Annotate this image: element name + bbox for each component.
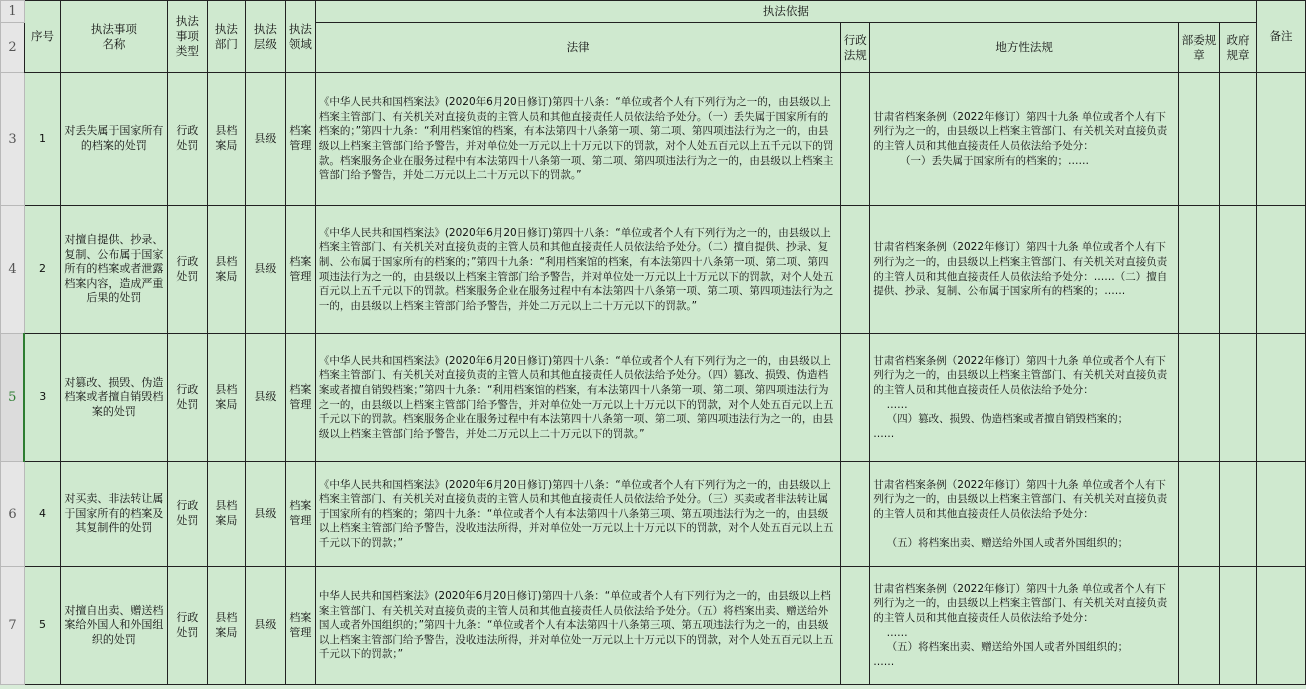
header-remark[interactable]: 备注	[1256, 1, 1305, 73]
cell-dept-text: 县档案局	[215, 382, 238, 411]
cell-seq[interactable]: 4	[24, 462, 60, 567]
header-law[interactable]: 法律	[315, 23, 840, 73]
cell-remark[interactable]	[1256, 462, 1305, 567]
cell-type[interactable]	[167, 567, 207, 685]
header-local-reg[interactable]: 地方性法规	[870, 23, 1179, 73]
row-header-2[interactable]: 2	[1, 23, 25, 73]
header-type-text: 执法事项类型	[175, 14, 199, 58]
cell-law[interactable]: 中华人民共和国档案法》(2020年6月20日修订)第四十八条：“单位或者个人有下列行为之一的，由县级以上档案主管部门、有关机关对直接负责的主管人员和其他直接责任人员依法给予处分。（五）将档案出卖、赠送给外国人或者外国组织的；”第四十九条：“单位或者个人有本法第四十八条第三项、第五项违法行为之一的，由县级以上档案主管部门给予警告，没收违法所得，并对单位处一万元以上十万元以下的罚款，对个人处五百元以上五千元以下的罚款；”	[315, 567, 840, 685]
row-header-5[interactable]: 5	[1, 334, 25, 462]
cell-name[interactable]: 对丢失属于国家所有的档案的处罚	[60, 73, 167, 206]
cell-name[interactable]: 对买卖、非法转让属于国家所有的档案及其复制件的处罚	[60, 462, 167, 567]
cell-seq[interactable]: 3	[24, 334, 60, 462]
table-row	[1, 334, 1306, 462]
cell-field[interactable]	[285, 334, 315, 462]
header-ministry-rule-text: 部委规章	[1181, 32, 1217, 62]
cell-gov-rule[interactable]	[1219, 567, 1256, 685]
cell-ministry-rule[interactable]	[1178, 462, 1219, 567]
header-admin-reg-text: 行政法规	[843, 32, 867, 62]
cell-dept[interactable]	[207, 334, 245, 462]
cell-level[interactable]: 县级	[245, 334, 285, 462]
header-seq[interactable]: 序号	[24, 1, 60, 73]
cell-seq[interactable]: 1	[24, 73, 60, 206]
cell-dept-text: 县档案局	[215, 610, 238, 639]
cell-dept[interactable]	[207, 462, 245, 567]
cell-admin-reg[interactable]	[841, 73, 870, 206]
cell-gov-rule[interactable]	[1219, 334, 1256, 462]
cell-level[interactable]: 县级	[245, 567, 285, 685]
cell-field-text: 档案管理	[289, 124, 312, 152]
cell-gov-rule[interactable]	[1219, 462, 1256, 567]
cell-dept[interactable]	[207, 206, 245, 334]
table-row	[1, 73, 1306, 206]
cell-local-reg[interactable]: 甘肃省档案条例（2022年修订）第四十九条 单位或者个人有下列行为之一的，由县级以上档案主管部门、有关机关对直接负责的主管人员和其他直接责任人员依法给予处分： …… （五）将档案出卖、赠送给外国人或者外国组织的； ……	[870, 567, 1179, 685]
header-basis[interactable]: 执法依据	[315, 1, 1256, 23]
cell-field[interactable]	[285, 567, 315, 685]
cell-field[interactable]	[285, 206, 315, 334]
cell-local-reg[interactable]: 甘肃省档案条例（2022年修订）第四十九条 单位或者个人有下列行为之一的，由县级以上档案主管部门、有关机关对直接负责的主管人员和其他直接责任人员依法给予处分： …… （四）篡改、损毁、伪造档案或者擅自销毁档案的； ……	[870, 334, 1179, 462]
row-header-3[interactable]: 3	[1, 73, 25, 206]
cell-ministry-rule[interactable]	[1178, 73, 1219, 206]
cell-field-text: 档案管理	[289, 499, 312, 527]
header-name[interactable]	[60, 1, 167, 73]
cell-ministry-rule[interactable]	[1178, 567, 1219, 685]
cell-field[interactable]	[285, 462, 315, 567]
cell-seq[interactable]: 5	[24, 567, 60, 685]
cell-type-text: 行政处罚	[176, 610, 199, 639]
row-header-7[interactable]: 7	[1, 567, 25, 685]
header-ministry-rule[interactable]	[1178, 23, 1219, 73]
header-type[interactable]	[167, 1, 207, 73]
cell-type-text: 行政处罚	[176, 499, 199, 527]
header-dept[interactable]	[207, 1, 245, 73]
cell-admin-reg[interactable]	[841, 567, 870, 685]
cell-type[interactable]	[167, 206, 207, 334]
cell-ministry-rule[interactable]	[1178, 334, 1219, 462]
cell-name[interactable]: 对擅自提供、抄录、复制、公布属于国家所有的档案或者泄露档案内容，造成严重后果的处罚	[60, 206, 167, 334]
cell-law[interactable]: 《中华人民共和国档案法》(2020年6月20日修订)第四十八条：“单位或者个人有下列行为之一的，由县级以上档案主管部门、有关机关对直接负责的主管人员和其他直接责任人员依法给予处分。（三）买卖或者非法转让属于国家所有的档案的；第四十九条：“单位或者个人有本法第四十八条第三项、第五项违法行为之一的，由县级以上档案主管部门给予警告，没收违法所得，并对单位处一万元以上十万元以下的罚款，对个人处五百元以上五千元以下的罚款；”	[315, 462, 840, 567]
cell-law[interactable]: 《中华人民共和国档案法》(2020年6月20日修订)第四十八条：“单位或者个人有下列行为之一的，由县级以上档案主管部门、有关机关对直接负责的主管人员和其他直接责任人员依法给予处分。（二）擅自提供、抄录、复制、公布属于国家所有的档案的；”第四十九条：“利用档案馆的档案，有本法第四十八条第一项、第二项、第四项违法行为之一的，由县级以上档案主管部门给予警告，并对单位处一万元以上十万元以下的罚款，对个人处五百元以上五千元以下的罚款。档案服务企业在服务过程中有本法第四十八条第一项、第二项、第四项违法行为之一的，由县级以上档案主管部门给予警告，并处二万元以上二十万元以下的罚款。”	[315, 206, 840, 334]
cell-dept-text: 县档案局	[215, 499, 238, 527]
cell-type-text: 行政处罚	[176, 124, 199, 152]
cell-ministry-rule[interactable]	[1178, 206, 1219, 334]
cell-remark[interactable]	[1256, 206, 1305, 334]
header-admin-reg[interactable]	[841, 23, 870, 73]
row-header-6[interactable]: 6	[1, 462, 25, 567]
cell-field-text: 档案管理	[289, 382, 312, 411]
cell-remark[interactable]	[1256, 567, 1305, 685]
cell-level[interactable]: 县级	[245, 462, 285, 567]
cell-type-text: 行政处罚	[176, 382, 199, 411]
header-gov-rule[interactable]	[1219, 23, 1256, 73]
cell-seq[interactable]: 2	[24, 206, 60, 334]
table-row	[1, 206, 1306, 334]
table-row	[1, 567, 1306, 685]
cell-law[interactable]: 《中华人民共和国档案法》(2020年6月20日修订)第四十八条：“单位或者个人有下列行为之一的，由县级以上档案主管部门、有关机关对直接负责的主管人员和其他直接责任人员依法给予处分。（一）丢失属于国家所有的档案的；”第四十九条：“利用档案馆的档案，有本法第四十八条第一项、第二项、第四项违法行为之一的，由县级以上档案主管部门给予警告，并对单位处一万元以上十万元以下的罚款，对个人处五百元以上五千元以下的罚款。档案服务企业在服务过程中有本法第四十八条第一项、第二项、第四项违法行为之一的，由县级以上档案主管部门给予警告，并处二万元以上二十万元以下的罚款。”	[315, 73, 840, 206]
cell-dept[interactable]	[207, 73, 245, 206]
cell-admin-reg[interactable]	[841, 206, 870, 334]
cell-local-reg[interactable]: 甘肃省档案条例（2022年修订）第四十九条 单位或者个人有下列行为之一的，由县级以上档案主管部门、有关机关对直接负责的主管人员和其他直接责任人员依法给予处分： （五）将档案出卖、赠送给外国人或者外国组织的；	[870, 462, 1179, 567]
table-row	[1, 462, 1306, 567]
header-name-text: 执法事项名称	[90, 21, 137, 51]
cell-dept-text: 县档案局	[215, 124, 238, 152]
cell-remark[interactable]	[1256, 334, 1305, 462]
header-level[interactable]	[245, 1, 285, 73]
cell-level[interactable]: 县级	[245, 206, 285, 334]
cell-gov-rule[interactable]	[1219, 73, 1256, 206]
cell-local-reg[interactable]: 甘肃省档案条例（2022年修订）第四十九条 单位或者个人有下列行为之一的，由县级以上档案主管部门、有关机关对直接负责的主管人员和其他直接责任人员依法给予处分：……（二）擅自提供、抄录、复制、公布属于国家所有的档案的；……	[870, 206, 1179, 334]
cell-name[interactable]: 对擅自出卖、赠送档案给外国人和外国组织的处罚	[60, 567, 167, 685]
cell-remark[interactable]	[1256, 73, 1305, 206]
cell-name[interactable]: 对篡改、损毁、伪造档案或者擅自销毁档案的处罚	[60, 334, 167, 462]
header-dept-text: 执法部门	[214, 21, 238, 51]
cell-type-text: 行政处罚	[176, 254, 199, 283]
cell-type[interactable]	[167, 73, 207, 206]
cell-admin-reg[interactable]	[841, 334, 870, 462]
cell-field-text: 档案管理	[289, 254, 312, 283]
header-field[interactable]	[285, 1, 315, 73]
cell-field-text: 档案管理	[289, 610, 312, 639]
header-level-text: 执法层级	[253, 21, 277, 51]
header-gov-rule-text: 政府规章	[1226, 32, 1250, 62]
cell-local-reg[interactable]: 甘肃省档案条例（2022年修订）第四十九条 单位或者个人有下列行为之一的，由县级以上档案主管部门、有关机关对直接负责的主管人员和其他直接责任人员依法给予处分： （一）丢失属于国家所有的档案的；……	[870, 73, 1179, 206]
cell-law[interactable]: 《中华人民共和国档案法》(2020年6月20日修订)第四十八条：“单位或者个人有下列行为之一的，由县级以上档案主管部门、有关机关对直接负责的主管人员和其他直接责任人员依法给予处分。（四）篡改、损毁、伪造档案或者擅自销毁档案；”第四十九条：“利用档案馆的档案，有本法第四十八条第一项、第二项、第四项违法行为之一的，由县级以上档案主管部门给予警告，并对单位处一万元以上十万元以下的罚款，对个人处五百元以上五千元以下的罚款。档案服务企业在服务过程中有本法第四十八条第一项、第二项、第四项违法行为之一的，由县级以上档案主管部门给予警告，并处二万元以上二十万元以下的罚款。”	[315, 334, 840, 462]
row-header-4[interactable]: 4	[1, 206, 25, 334]
cell-dept-text: 县档案局	[215, 254, 238, 283]
cell-level[interactable]: 县级	[245, 73, 285, 206]
cell-gov-rule[interactable]	[1219, 206, 1256, 334]
cell-field[interactable]	[285, 73, 315, 206]
cell-type[interactable]	[167, 334, 207, 462]
cell-type[interactable]	[167, 462, 207, 567]
cell-admin-reg[interactable]	[841, 462, 870, 567]
cell-dept[interactable]	[207, 567, 245, 685]
header-field-text: 执法领域	[288, 21, 312, 51]
row-header-1[interactable]: 1	[1, 1, 25, 23]
